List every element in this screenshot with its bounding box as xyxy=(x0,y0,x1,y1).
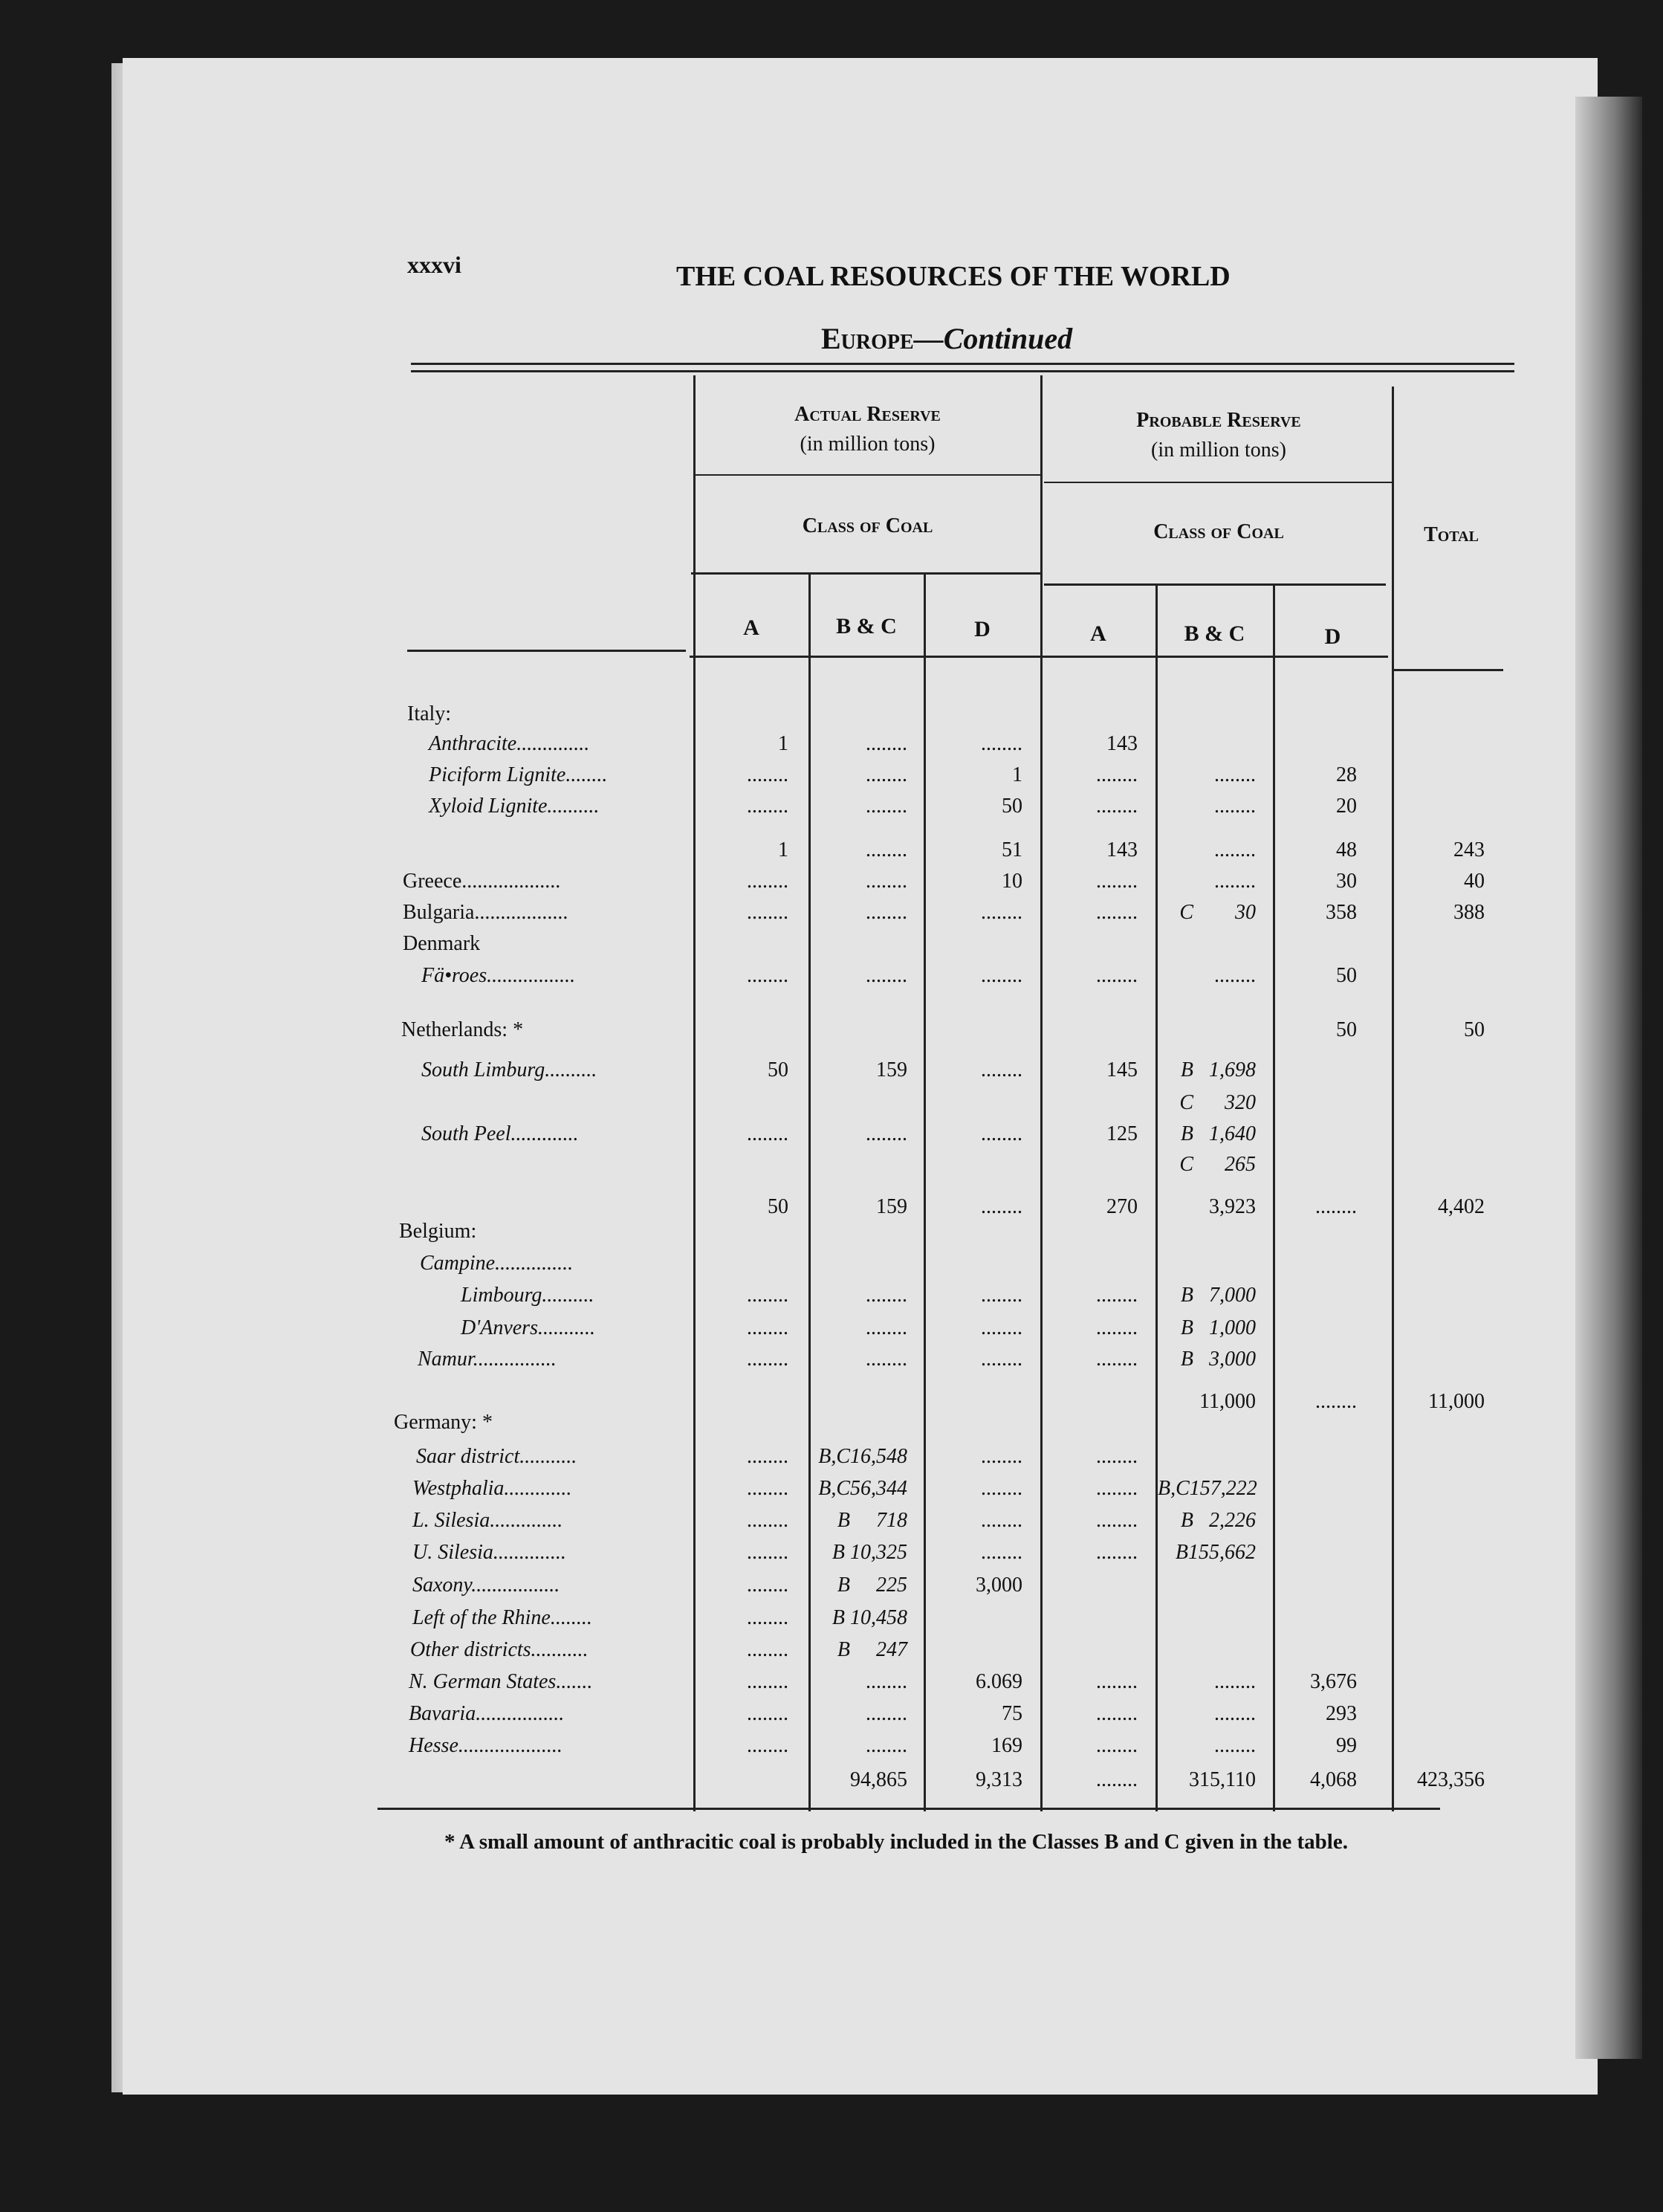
col-header-actual-d: D xyxy=(974,617,991,641)
row-label: L. Silesia.............. xyxy=(412,1509,563,1532)
cell-abc: ........ xyxy=(866,1348,907,1371)
cell-aa: 50 xyxy=(768,1195,788,1218)
cell-ad: ........ xyxy=(981,1284,1022,1307)
col-rule-probable xyxy=(1040,375,1043,1811)
cell-pd: ........ xyxy=(1315,1390,1357,1413)
cell-ad: 50 xyxy=(1002,795,1022,818)
row-label: Italy: xyxy=(407,702,452,725)
cell-aa: ........ xyxy=(747,1445,788,1468)
cell-abc: ........ xyxy=(866,838,907,861)
cell-abc: B 10,325 xyxy=(832,1541,907,1564)
row-label: Anthracite.............. xyxy=(429,732,590,755)
cell-ad: ........ xyxy=(981,1195,1022,1218)
cell-ad: 51 xyxy=(1002,838,1022,861)
cell-abc: ........ xyxy=(866,1316,907,1339)
cell-pa: ........ xyxy=(1096,1670,1138,1693)
subtitle-region: Europe xyxy=(821,322,914,355)
total-header-rule xyxy=(1393,669,1503,671)
col-rule-total xyxy=(1392,387,1394,1811)
row-label: Netherlands: * xyxy=(401,1018,524,1041)
probable-reserve-units: (in million tons) xyxy=(1151,439,1286,462)
row-label: U. Silesia.............. xyxy=(412,1541,566,1564)
cell-tot: 11,000 xyxy=(1428,1390,1485,1413)
cell-pbc: ........ xyxy=(1214,763,1256,786)
top-double-rule-1 xyxy=(411,363,1514,365)
cell-pa: 125 xyxy=(1106,1122,1138,1145)
stub-header-rule xyxy=(407,650,686,652)
cell-ad: ........ xyxy=(981,901,1022,924)
cell-abc: ........ xyxy=(866,1670,907,1693)
actual-reserve-units: (in million tons) xyxy=(800,433,936,456)
cell-pbc: C 30 xyxy=(1179,901,1256,924)
cell-tot: 423,356 xyxy=(1417,1768,1485,1791)
cell-pd: 3,676 xyxy=(1310,1670,1357,1693)
cell-aa: ........ xyxy=(747,1702,788,1725)
cell-aa: ........ xyxy=(747,901,788,924)
top-double-rule-2 xyxy=(411,370,1514,372)
cell-pbc: C 265 xyxy=(1179,1153,1256,1176)
cell-pd: 99 xyxy=(1336,1734,1357,1757)
cell-pbc: ........ xyxy=(1214,870,1256,893)
cell-pbc: ........ xyxy=(1214,1734,1256,1757)
cell-pa: ........ xyxy=(1096,1445,1138,1468)
cell-aa: ........ xyxy=(747,1541,788,1564)
actual-class-rule xyxy=(691,572,1040,575)
cell-pbc: ........ xyxy=(1214,795,1256,818)
cell-aa: ........ xyxy=(747,1509,788,1532)
cell-ad: 9,313 xyxy=(976,1768,1022,1791)
cell-pa: 145 xyxy=(1106,1058,1138,1081)
row-label: Saxony................. xyxy=(412,1574,560,1597)
row-label: Westphalia............. xyxy=(412,1477,572,1500)
cell-ad: 169 xyxy=(991,1734,1022,1757)
cell-aa: ........ xyxy=(747,1574,788,1597)
cell-pbc: ........ xyxy=(1214,838,1256,861)
cell-aa: ........ xyxy=(747,795,788,818)
cell-pbc: B 7,000 xyxy=(1180,1284,1256,1307)
cell-abc: 159 xyxy=(876,1058,907,1081)
cell-pd: 50 xyxy=(1336,1018,1357,1041)
row-label: Xyloid Lignite.......... xyxy=(429,795,600,818)
cell-aa: ........ xyxy=(747,1122,788,1145)
cell-aa: ........ xyxy=(747,1606,788,1629)
bottom-rule xyxy=(377,1808,1440,1810)
cell-abc: ........ xyxy=(866,1702,907,1725)
cell-ad: 6.069 xyxy=(976,1670,1022,1693)
cell-pbc: B155,662 xyxy=(1175,1541,1256,1564)
cell-ad: 3,000 xyxy=(976,1574,1022,1597)
cell-pa: ........ xyxy=(1096,763,1138,786)
cell-aa: ........ xyxy=(747,763,788,786)
cell-pa: ........ xyxy=(1096,1768,1138,1791)
cell-abc: ........ xyxy=(866,1284,907,1307)
row-label: Fä•roes................. xyxy=(421,964,576,987)
cell-ad: ........ xyxy=(981,1509,1022,1532)
row-label: Saar district........... xyxy=(416,1445,577,1468)
row-label: Piciform Lignite........ xyxy=(429,763,608,786)
cell-tot: 243 xyxy=(1453,838,1485,861)
cell-pd: 4,068 xyxy=(1310,1768,1357,1791)
cell-aa: ........ xyxy=(747,1316,788,1339)
cell-abc: B 718 xyxy=(837,1509,907,1532)
cell-pa: ........ xyxy=(1096,795,1138,818)
cell-abc: B 247 xyxy=(837,1638,907,1661)
cell-abc: 94,865 xyxy=(850,1768,907,1791)
row-label: N. German States....... xyxy=(409,1670,593,1693)
actual-header-rule xyxy=(695,474,1040,476)
actual-reserve-title: Actual Reserve xyxy=(794,403,941,426)
cell-pd: 358 xyxy=(1326,901,1357,924)
cell-pa: ........ xyxy=(1096,1477,1138,1500)
cell-ad: ........ xyxy=(981,964,1022,987)
actual-reserve-header xyxy=(695,400,1040,459)
row-label: Bavaria................. xyxy=(409,1702,565,1725)
col-header-probable-a: A xyxy=(1090,621,1106,646)
cell-pbc: 315,110 xyxy=(1189,1768,1256,1791)
cell-aa: ........ xyxy=(747,1734,788,1757)
cell-pa: ........ xyxy=(1096,964,1138,987)
cell-aa: ........ xyxy=(747,1670,788,1693)
section-subtitle xyxy=(821,321,1072,356)
cell-pbc: B 2,226 xyxy=(1180,1509,1256,1532)
cell-abc: B 10,458 xyxy=(832,1606,907,1629)
row-label: Belgium: xyxy=(399,1220,477,1243)
cell-pa: 143 xyxy=(1106,732,1138,755)
footnote: * A small amount of anthracitic coal is probably included in the Classes B and C given in the table. xyxy=(444,1830,1348,1854)
row-label: Limbourg.......... xyxy=(461,1284,594,1307)
probable-class-header: Class of Coal xyxy=(1153,520,1284,543)
cell-pbc: B 1,698 xyxy=(1180,1058,1256,1081)
cell-pa: ........ xyxy=(1096,1284,1138,1307)
cell-pbc: C 320 xyxy=(1179,1091,1256,1114)
row-label: Bulgaria.................. xyxy=(403,901,568,924)
cell-pbc: B 3,000 xyxy=(1180,1348,1256,1371)
probable-class-rule xyxy=(1044,583,1386,586)
cell-aa: ........ xyxy=(747,1638,788,1661)
cell-pa: ........ xyxy=(1096,870,1138,893)
cell-pbc: ........ xyxy=(1214,964,1256,987)
subtitle-continued: —Continued xyxy=(913,322,1073,355)
cell-abc: ........ xyxy=(866,870,907,893)
cell-pd: ........ xyxy=(1315,1195,1357,1218)
total-header: Total xyxy=(1424,523,1479,546)
cell-aa: ........ xyxy=(747,1348,788,1371)
page-number: xxxvi xyxy=(407,251,461,278)
actual-class-header: Class of Coal xyxy=(802,514,933,537)
cell-abc: 159 xyxy=(876,1195,907,1218)
cell-ad: ........ xyxy=(981,732,1022,755)
cell-pbc: 11,000 xyxy=(1199,1390,1256,1413)
row-label: South Peel............. xyxy=(421,1122,579,1145)
cell-pa: ........ xyxy=(1096,901,1138,924)
cell-aa: 1 xyxy=(778,732,788,755)
cell-ad: ........ xyxy=(981,1541,1022,1564)
cell-pa: 270 xyxy=(1106,1195,1138,1218)
cell-pbc: ........ xyxy=(1214,1670,1256,1693)
cell-tot: 388 xyxy=(1453,901,1485,924)
row-label: Germany: * xyxy=(394,1411,493,1434)
cell-pa: 143 xyxy=(1106,838,1138,861)
col-rule-actual-d xyxy=(924,574,926,1811)
cell-abc: ........ xyxy=(866,795,907,818)
cell-ad: ........ xyxy=(981,1445,1022,1468)
cell-pbc: B 1,640 xyxy=(1180,1122,1256,1145)
cell-pd: 20 xyxy=(1336,795,1357,818)
cell-aa: 1 xyxy=(778,838,788,861)
row-label: Left of the Rhine........ xyxy=(412,1606,592,1629)
cell-pbc: B,C157,222 xyxy=(1158,1477,1257,1500)
running-title: THE COAL RESOURCES OF THE WORLD xyxy=(676,261,1231,292)
cell-aa: ........ xyxy=(747,870,788,893)
probable-header-rule xyxy=(1044,482,1393,483)
row-label: Denmark xyxy=(403,932,481,955)
cell-aa: 50 xyxy=(768,1058,788,1081)
cell-aa: ........ xyxy=(747,1477,788,1500)
cell-pd: 293 xyxy=(1326,1702,1357,1725)
col-header-actual-a: A xyxy=(743,615,759,640)
cell-abc: B,C16,548 xyxy=(818,1445,907,1468)
row-label: Campine............... xyxy=(420,1252,574,1275)
cell-ad: 1 xyxy=(1012,763,1022,786)
row-label: D'Anvers........... xyxy=(461,1316,595,1339)
cell-pd: 50 xyxy=(1336,964,1357,987)
cell-pbc: B 1,000 xyxy=(1180,1316,1256,1339)
cell-pa: ........ xyxy=(1096,1702,1138,1725)
cell-abc: ........ xyxy=(866,1122,907,1145)
cell-pa: ........ xyxy=(1096,1348,1138,1371)
cell-aa: ........ xyxy=(747,964,788,987)
book-spine-shadow xyxy=(1575,97,1642,2059)
cell-tot: 40 xyxy=(1464,870,1485,893)
cell-tot: 50 xyxy=(1464,1018,1485,1041)
columns-header-rule xyxy=(690,656,1388,658)
cell-abc: B,C56,344 xyxy=(818,1477,907,1500)
probable-reserve-header xyxy=(1044,406,1393,465)
cell-pa: ........ xyxy=(1096,1509,1138,1532)
cell-ad: ........ xyxy=(981,1348,1022,1371)
cell-aa: ........ xyxy=(747,1284,788,1307)
row-label: Greece................... xyxy=(403,870,561,893)
cell-ad: 10 xyxy=(1002,870,1022,893)
cell-pd: 30 xyxy=(1336,870,1357,893)
cell-abc: B 225 xyxy=(837,1574,907,1597)
row-label: South Limburg.......... xyxy=(421,1058,597,1081)
cell-pbc: ........ xyxy=(1214,1702,1256,1725)
row-label: Namur................ xyxy=(418,1348,557,1371)
cell-abc: ........ xyxy=(866,1734,907,1757)
cell-pa: ........ xyxy=(1096,1541,1138,1564)
row-label: Other districts........... xyxy=(410,1638,589,1661)
cell-ad: 75 xyxy=(1002,1702,1022,1725)
cell-ad: ........ xyxy=(981,1122,1022,1145)
cell-ad: ........ xyxy=(981,1316,1022,1339)
cell-abc: ........ xyxy=(866,964,907,987)
cell-ad: ........ xyxy=(981,1058,1022,1081)
row-label: Hesse.................... xyxy=(409,1734,563,1757)
cell-pd: 48 xyxy=(1336,838,1357,861)
cell-pa: ........ xyxy=(1096,1734,1138,1757)
probable-reserve-title: Probable Reserve xyxy=(1136,409,1301,432)
col-header-probable-bc: B & C xyxy=(1184,621,1245,646)
cell-pd: 28 xyxy=(1336,763,1357,786)
cell-ad: ........ xyxy=(981,1477,1022,1500)
cell-abc: ........ xyxy=(866,901,907,924)
cell-abc: ........ xyxy=(866,763,907,786)
cell-pa: ........ xyxy=(1096,1316,1138,1339)
col-header-probable-d: D xyxy=(1324,624,1341,649)
col-header-actual-bc: B & C xyxy=(836,614,897,638)
cell-abc: ........ xyxy=(866,732,907,755)
cell-tot: 4,402 xyxy=(1438,1195,1485,1218)
cell-pbc: 3,923 xyxy=(1209,1195,1256,1218)
